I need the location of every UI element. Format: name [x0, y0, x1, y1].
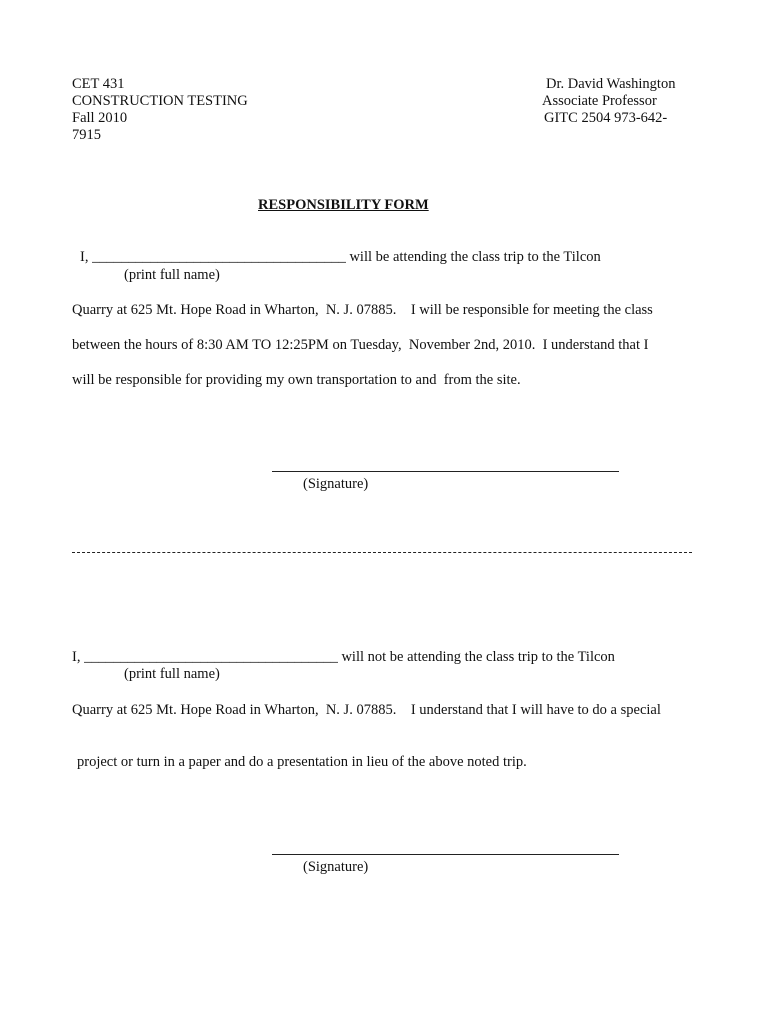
- attending-name-caption: (print full name): [124, 267, 220, 283]
- not-attending-name-line: I, ___________________________________ will not be attending the class trip to the Tilcon: [72, 649, 615, 665]
- not-attending-name-caption: (print full name): [124, 666, 220, 682]
- form-title: RESPONSIBILITY FORM: [258, 197, 429, 213]
- instructor-contact: GITC 2504 973-642-: [544, 110, 668, 126]
- not-attending-text-line-3: project or turn in a paper and do a presentation in lieu of the above noted trip.: [77, 754, 527, 770]
- attending-name-line: I, ___________________________________ will be attending the class trip to the Tilcon: [80, 249, 601, 265]
- instructor-name: Dr. David Washington: [546, 76, 676, 92]
- attending-text-line-4: will be responsible for providing my own transportation to and from the site.: [72, 372, 521, 388]
- course-term: Fall 2010: [72, 110, 128, 126]
- course-name: CONSTRUCTION TESTING: [72, 93, 248, 109]
- attending-signature-line: [272, 471, 619, 472]
- course-code: CET 431: [72, 76, 125, 92]
- phone-continuation: 7915: [72, 127, 101, 143]
- attending-text-line-3: between the hours of 8:30 AM TO 12:25PM on Tuesday, November 2nd, 2010. I understand that I: [72, 337, 649, 353]
- attending-signature-caption: (Signature): [303, 476, 369, 492]
- not-attending-signature-caption: (Signature): [303, 859, 369, 875]
- not-attending-signature-line: [272, 854, 619, 855]
- section-separator: [72, 552, 692, 553]
- not-attending-text-line-2: Quarry at 625 Mt. Hope Road in Wharton, N. J. 07885. I understand that I will have to do a special: [72, 702, 661, 718]
- attending-text-line-2: Quarry at 625 Mt. Hope Road in Wharton, N. J. 07885. I will be responsible for meeting the class: [72, 302, 653, 318]
- instructor-position: Associate Professor: [542, 93, 657, 109]
